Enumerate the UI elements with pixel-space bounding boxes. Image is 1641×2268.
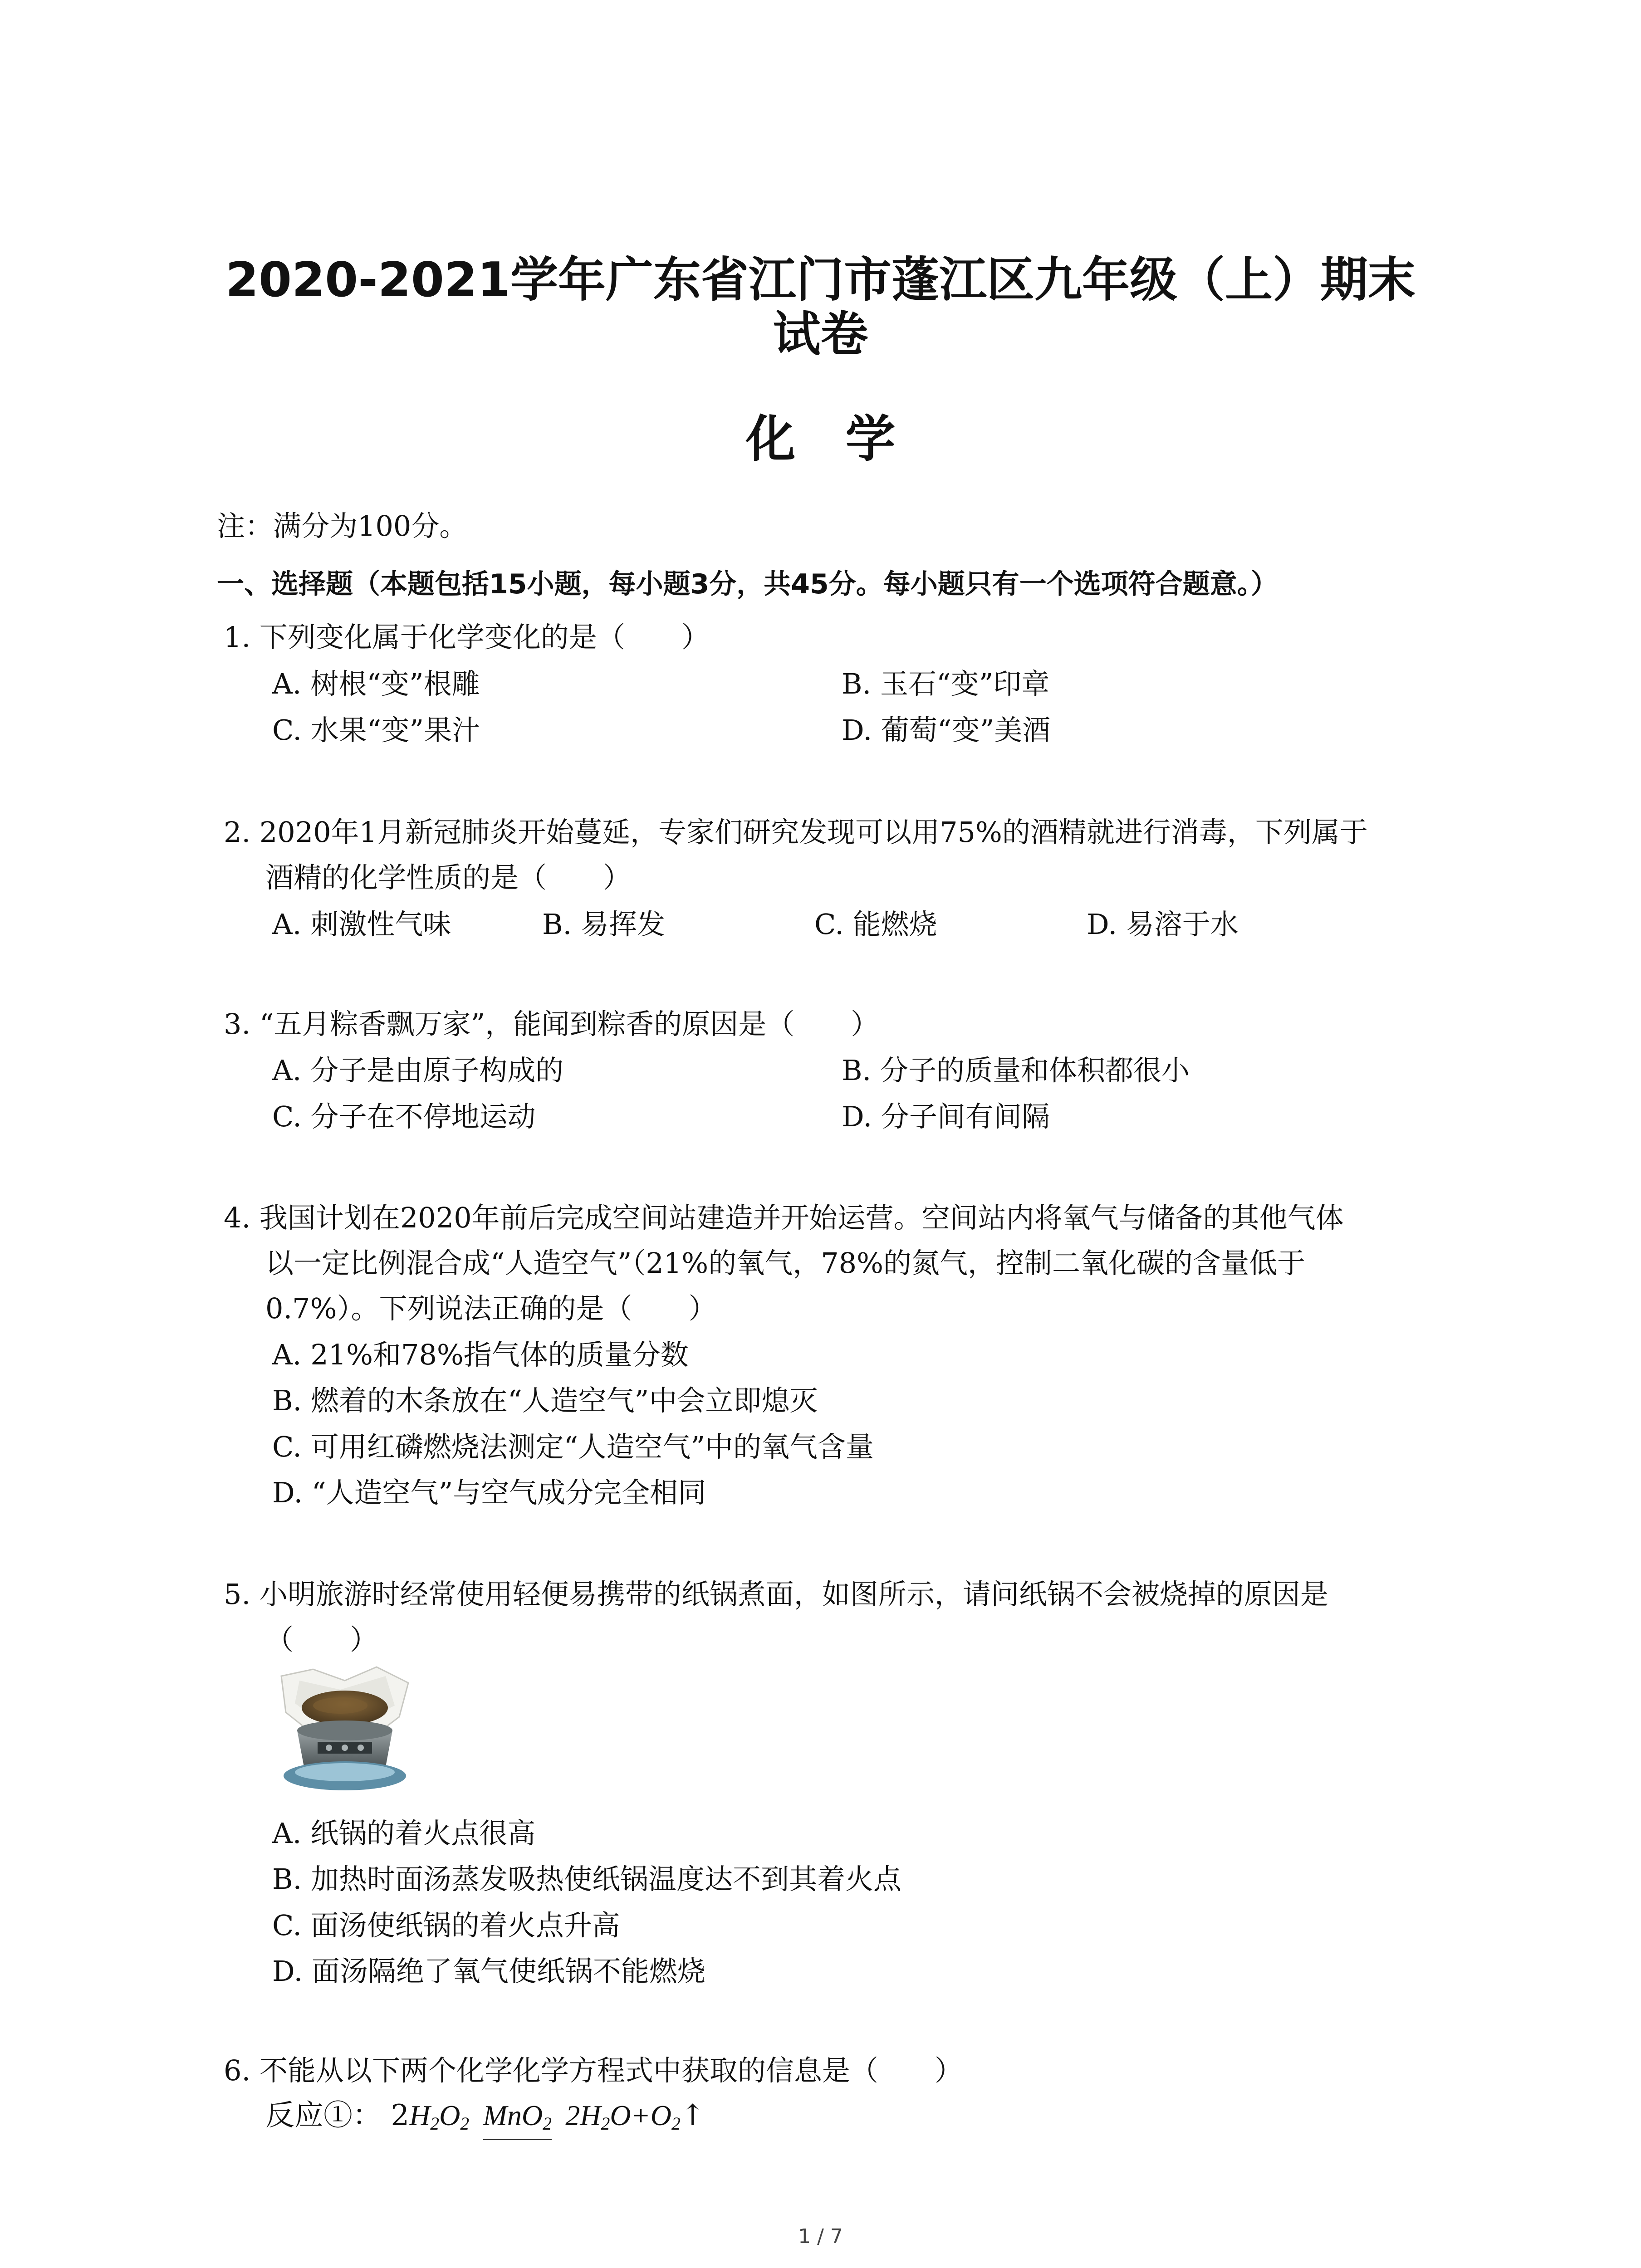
catalyst: MnO (483, 2099, 543, 2131)
question-2-option-d: D. 易溶于水 (1087, 908, 1239, 941)
question-5-stem: 5. 小明旅游时经常使用轻便易携带的纸锅煮面，如图所示，请问纸锅不会被烧掉的原因是 (224, 1578, 1328, 1611)
reactant-coefficient: 2 (391, 2099, 410, 2132)
reaction-equation (265, 2092, 705, 2140)
subject-heading: 化学 (745, 410, 945, 468)
question-1-option-a: A. 树根“变”根雕 (272, 667, 480, 700)
question-3-stem: 3. “五月粽香飘万家”，能闻到粽香的原因是（ ） (224, 1007, 879, 1041)
question-3-option-d: D. 分子间有间隔 (842, 1100, 1050, 1133)
question-5-option-a: A. 纸锅的着火点很高 (272, 1817, 536, 1850)
question-2-option-a: A. 刺激性气味 (272, 908, 451, 941)
product-oxygen: O+O (610, 2099, 671, 2131)
reactant-o-sub: 2 (460, 2113, 470, 2134)
question-5-option-d: D. 面汤隔绝了氧气使纸锅不能燃烧 (272, 1955, 705, 1988)
product-oxygen-sub: 2 (671, 2113, 681, 2134)
reactant-h: H (409, 2099, 431, 2131)
question-2-option-b: B. 易挥发 (542, 908, 665, 941)
reaction-label: 反应①： (265, 2099, 382, 2132)
exam-title-line1: 2020-2021学年广东省江门市蓬江区九年级（上）期末 (225, 252, 1416, 308)
reactant-o: O (439, 2099, 460, 2131)
question-3-option-a: A. 分子是由原子构成的 (272, 1054, 564, 1087)
question-5-stem-cont: （ ） (265, 1623, 378, 1656)
question-1-stem: 1. 下列变化属于化学变化的是（ ） (224, 621, 710, 654)
question-6-stem: 6. 不能从以下两个化学化学方程式中获取的信息是（ ） (224, 2054, 963, 2087)
products (565, 2099, 705, 2132)
question-4-stem-cont: 以一定比例混合成“人造空气”（21%的氧气，78%的氮气，控制二氧化碳的含量低于 (265, 1246, 1306, 1280)
question-5-option-c: C. 面汤使纸锅的着火点升高 (272, 1909, 620, 1942)
question-2-stem-cont: 酒精的化学性质的是（ ） (265, 861, 632, 894)
question-4-option-b: B. 燃着的木条放在“人造空气”中会立即熄灭 (272, 1384, 818, 1417)
question-4-stem: 4. 我国计划在2020年前后完成空间站建造并开始运营。空间站内将氧气与储备的其他气体 (224, 1201, 1344, 1234)
product-water-h: 2H (565, 2099, 601, 2131)
score-note: 注：满分为100分。 (217, 509, 468, 543)
question-4-option-d: D. “人造空气”与空气成分完全相同 (272, 1476, 706, 1509)
question-2-stem: 2. 2020年1月新冠肺炎开始蔓延，专家们研究发现可以用75%的酒精就进行消毒，下列属于 (224, 816, 1368, 849)
question-4-option-c: C. 可用红磷燃烧法测定“人造空气”中的氧气含量 (272, 1430, 874, 1463)
question-4-option-a: A. 21%和78%指气体的质量分数 (272, 1338, 689, 1371)
question-3-option-c: C. 分子在不停地运动 (272, 1100, 536, 1133)
product-water-sub: 2 (601, 2113, 610, 2134)
catalyst-sub: 2 (543, 2113, 552, 2134)
question-5-option-b: B. 加热时面汤蒸发吸热使纸锅温度达不到其着火点 (272, 1862, 901, 1896)
gas-arrow-icon: ↑ (680, 2099, 705, 2132)
question-1-option-b: B. 玉石“变”印章 (842, 667, 1050, 700)
question-2-option-c: C. 能燃烧 (814, 908, 937, 941)
question-4-stem-cont2: 0.7%）。下列说法正确的是（ ） (265, 1292, 717, 1325)
catalyst-condition (483, 2101, 552, 2140)
exam-title-line2: 试卷 (773, 307, 868, 362)
reactant (391, 2099, 469, 2132)
question-3-option-b: B. 分子的质量和体积都很小 (842, 1054, 1190, 1087)
section-heading: 一、选择题（本题包括15小题，每小题3分，共45分。每小题只有一个选项符合题意。） (217, 568, 1278, 600)
question-1-option-d: D. 葡萄“变”美酒 (842, 714, 1051, 747)
question-1-option-c: C. 水果“变”果汁 (272, 714, 480, 747)
page-number: 1 / 7 (798, 2225, 843, 2248)
paper-pot-figure (272, 1662, 413, 1799)
reactant-h-sub: 2 (430, 2113, 440, 2134)
